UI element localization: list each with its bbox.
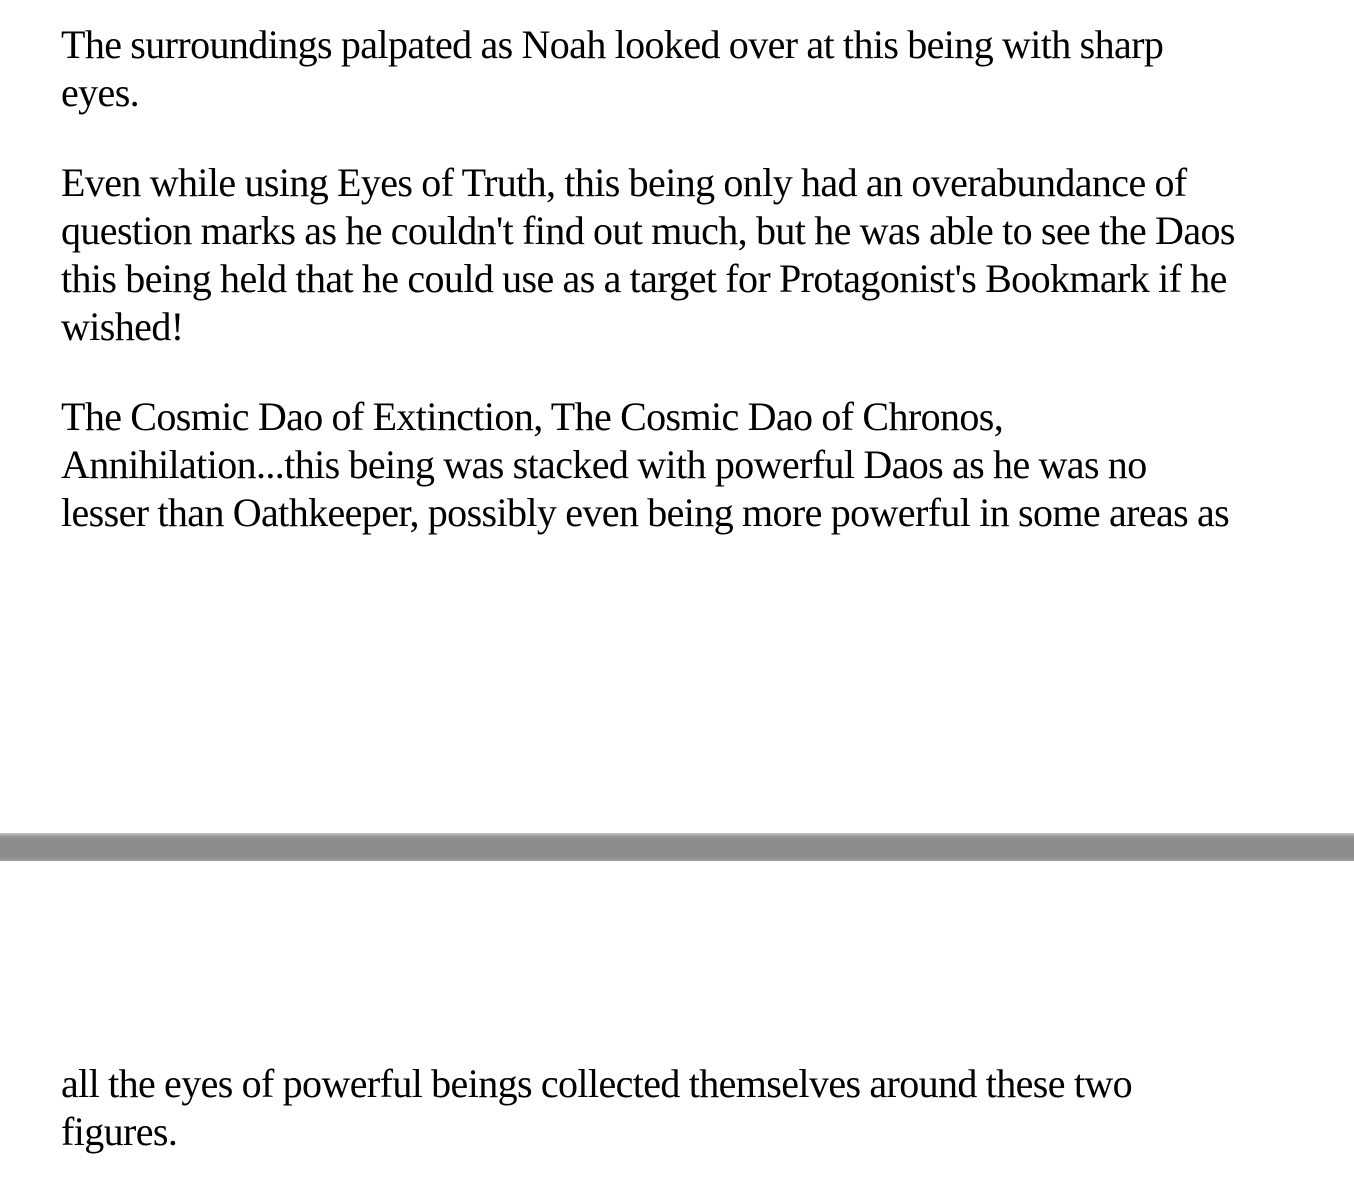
text-line: The surroundings palpated as Noah looked over at this being with sharp: [61, 22, 1164, 67]
page-separator: [0, 833, 1354, 861]
paragraph: [61, 159, 1331, 351]
text-line: The Cosmic Dao of Extinction, The Cosmic Dao of Chronos,: [61, 394, 1004, 439]
page-text: [61, 21, 1331, 579]
text-line: question marks as he couldn't find out much, but he was able to see the Daos: [61, 208, 1235, 253]
reader-page-bottom: [0, 861, 1354, 1166]
page-text: [61, 1060, 1331, 1198]
text-line: figures.: [61, 1109, 178, 1154]
paragraph: [61, 21, 1331, 117]
text-line: eyes.: [61, 70, 140, 115]
text-line: lesser than Oathkeeper, possibly even being more powerful in some areas as: [61, 490, 1230, 535]
text-line: Annihilation...this being was stacked with powerful Daos as he was no: [61, 442, 1147, 487]
paragraph: [61, 393, 1331, 537]
text-line: wished!: [61, 304, 184, 349]
paragraph: [61, 1060, 1331, 1156]
text-line: Even while using Eyes of Truth, this being only had an overabundance of: [61, 160, 1187, 205]
text-line: this being held that he could use as a target for Protagonist's Bookmark if he: [61, 256, 1227, 301]
text-line: all the eyes of powerful beings collected themselves around these two: [61, 1061, 1133, 1106]
